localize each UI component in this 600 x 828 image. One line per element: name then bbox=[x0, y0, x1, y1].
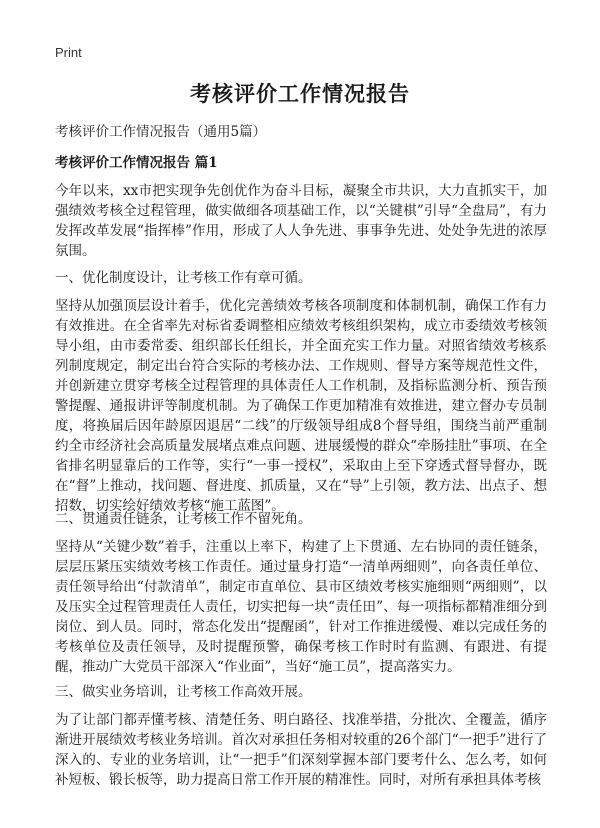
section-heading: 考核评价工作情况报告 篇1 bbox=[55, 155, 218, 171]
paragraph-1: 坚持从加强顶层设计着手，优化完善绩效考核各项制度和体制机制，确保工作有力有效推进。在全省率先对标省委调整相应绩效考核组织架构，成立市委绩效考核领导小组，由市委常委、组织部长任组长，并全面充实工作力量。对照省绩效考核系列制度规定，制定出台符合实际的考核办法、工作规则、督导方案等规范性文件，并创新建立贯穿考核全过程管理的具体责任人工作机制，及指标监测分析、预告预警提醒、通报讲评等制度机制。为了确保工作更加精准有效推进，建立督办专员制度，将换届后因年龄原因退居“二线”的厅级领导组成8个督导组，围绕当前严重制约全市经济社会高质量发展堵点难点问题、进展缓慢的群众“牵肠挂肚”事项、在全省排名明显靠后的工作等，实行“一事一授权”，采取由上至下穿透式督导督办，既在“督”上推动，找问题、督进度、抓质量，又在“导”上引领，教方法、出点子、想招数，切实绘好绩效考核“施工蓝图”。 bbox=[55, 298, 547, 514]
paragraph-2: 坚持从“关键少数”着手，注重以上率下，构建了上下贯通、左右协同的责任链条，层层压紧压实绩效考核工作责任。通过量身打造“一清单两细则”，向各责任单位、责任领导给出“付款清单”，制定市直单位、县市区绩效考核实施细则“两细则”，以及压实全过程管理责任人责任，切实把每一块“责任田”、每一项指标都精准细分到岗位、到人员。同时，常态化发出“提醒函”，针对工作推进缓慢、难以完成任务的考核单位及责任领导，及时提醒预警，确保考核工作时时有监测、有跟进、有提醒，推动广大党员干部深入“作业面”，当好“施工员”，提高落实力。 bbox=[55, 539, 547, 675]
sub-heading-1: 一、优化制度设计，让考核工作有章可循。 bbox=[55, 270, 312, 286]
sub-heading-3: 三、做实业务培训，让考核工作高效开展。 bbox=[55, 684, 312, 700]
sub-heading-2: 二、贯通责任链条，让考核工作不留死角。 bbox=[55, 511, 312, 527]
intro-paragraph: 今年以来，xx市把实现争先创优作为奋斗目标，凝聚全市共识，大力直抓实干，加强绩效考核全过程管理，做实做细各项基础工作，以“关键棋”引导“全盘局”，有力发挥改革发展“指挥棒”作用，形成了人人争先进、事事争先进、处处争先进的浓厚氛围。 bbox=[55, 183, 547, 259]
print-link[interactable]: Print bbox=[55, 45, 82, 60]
paragraph-3: 为了让部门都弄懂考核、清楚任务、明白路径、找准举措，分批次、全覆盖，循序渐进开展绩效考核业务培训。首次对承担任务相对较重的26个部门“一把手”进行了深入的、专业的业务培训，让“一把手”们深刻掌握本部门要考什么、怎么考，如何补短板、锻长板等，助力提高日常工作开展的精准性。同时，对所有承担具体考核 bbox=[55, 712, 547, 788]
document-subtitle: 考核评价工作情况报告（通用5篇） bbox=[55, 124, 267, 140]
document-title: 考核评价工作情况报告 bbox=[190, 81, 410, 106]
